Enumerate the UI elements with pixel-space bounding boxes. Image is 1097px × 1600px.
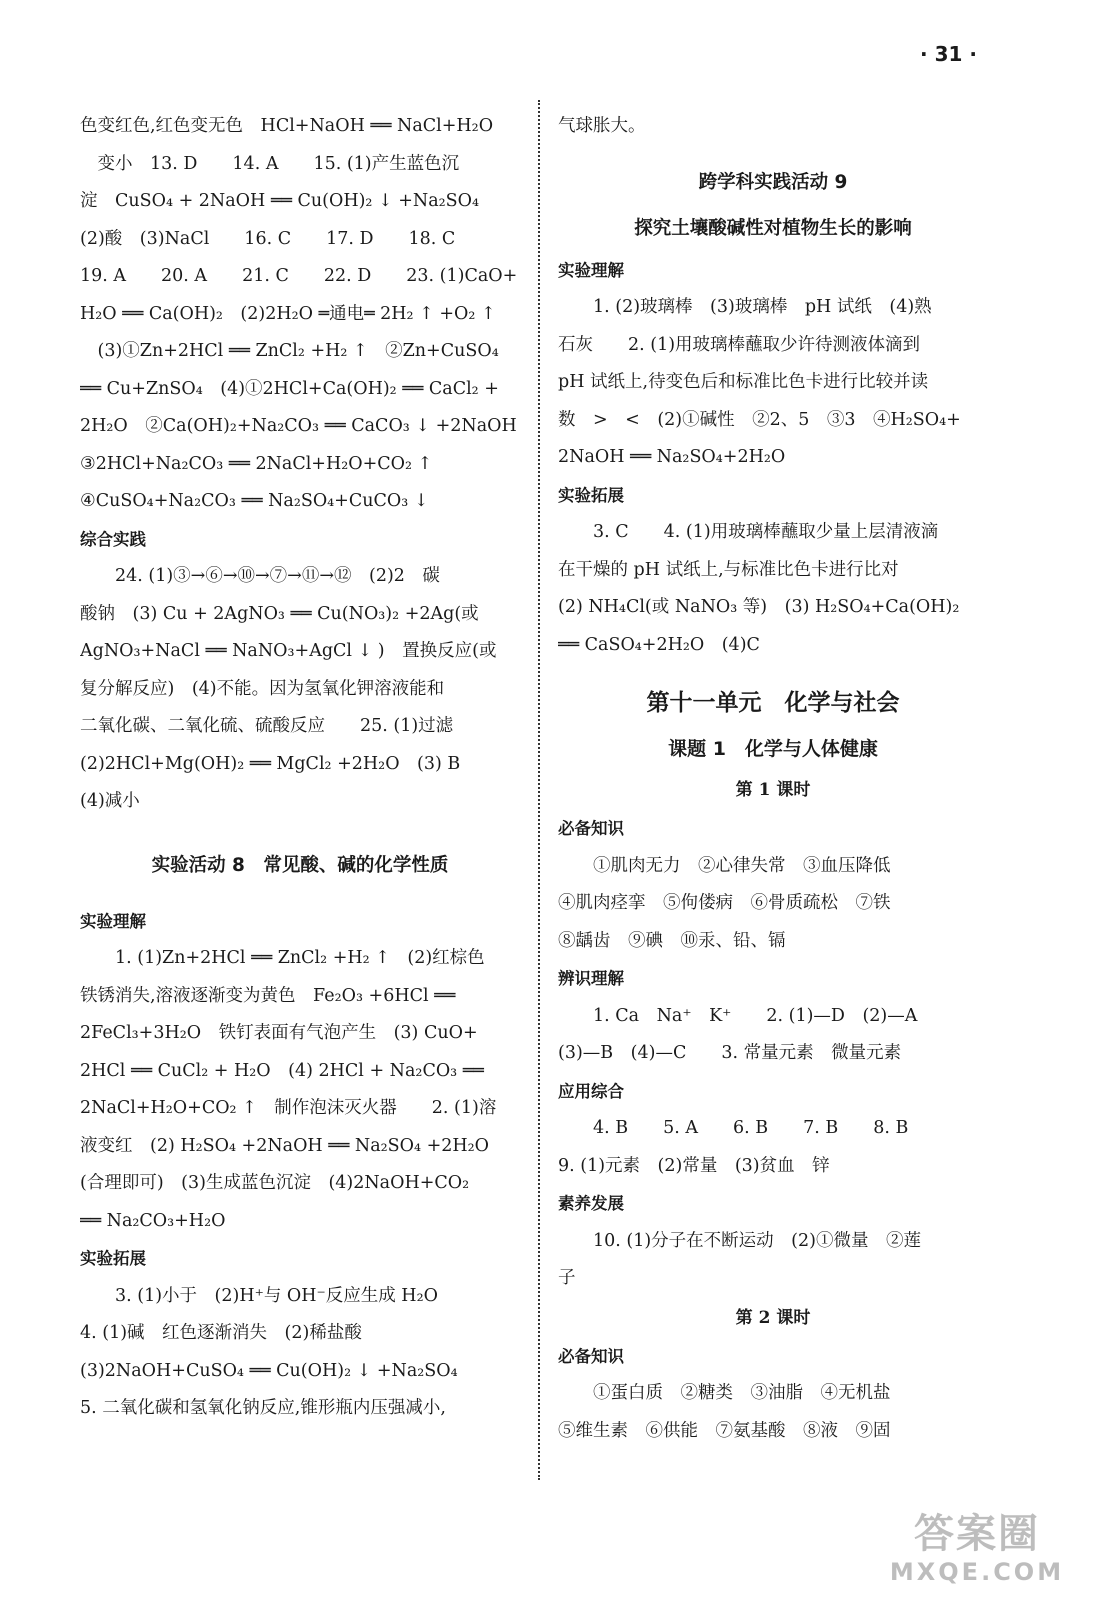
answer-line: 子 xyxy=(558,1268,576,1288)
answer-line: 数 > < (2)①碱性 ②2、5 ③3 ④H₂SO₄+ xyxy=(558,409,961,430)
answer-line: (4)减小 xyxy=(80,791,140,811)
answer-line: ④CuSO₄+Na₂CO₃ ══ Na₂SO₄+CuCO₃ ↓ xyxy=(80,491,429,511)
answer-line: (3)—B (4)—C 3. 常量元素 微量元素 xyxy=(558,1043,902,1063)
section-heading: 实验理解 xyxy=(80,911,146,931)
answer-line: 在干燥的 pH 试纸上,与标准比色卡进行比对 xyxy=(558,559,899,580)
answer-line: 复分解反应) (4)不能。因为氢氧化钾溶液能和 xyxy=(80,678,445,699)
answer-line: ══ Cu+ZnSO₄ (4)①2HCl+Ca(OH)₂ ══ CaCl₂ + xyxy=(80,378,499,399)
answer-line: 24. (1)③→⑥→⑩→⑦→⑪→⑫ (2)2 碳 xyxy=(80,566,440,586)
answer-line: 2HCl ══ CuCl₂ + H₂O (4) 2HCl + Na₂CO₃ ══ xyxy=(80,1060,484,1081)
answer-line: pH 试纸上,待变色后和标准比色卡进行比较并读 xyxy=(558,372,929,392)
watermark-logo xyxy=(877,1510,1077,1590)
answer-line: 液变红 (2) H₂SO₄ +2NaOH ══ Na₂SO₄ +2H₂O xyxy=(80,1135,489,1156)
answer-line: ══ CaSO₄+2H₂O (4)C xyxy=(558,634,760,655)
answer-line: 1. Ca Na⁺ K⁺ 2. (1)—D (2)—A xyxy=(558,1005,918,1026)
answer-line: (3)①Zn+2HCl ══ ZnCl₂ +H₂ ↑ ②Zn+CuSO₄ xyxy=(80,341,499,361)
answer-line: H₂O ══ Ca(OH)₂ (2)2H₂O ═通电═ 2H₂ ↑ +O₂ ↑ xyxy=(80,303,496,324)
answer-line: 变小 13. D 14. A 15. (1)产生蓝色沉 xyxy=(80,153,460,174)
answer-line: ══ Na₂CO₃+H₂O xyxy=(80,1210,226,1231)
answer-line: 19. A 20. A 21. C 22. D 23. (1)CaO+ xyxy=(80,266,518,286)
answer-line: (合理即可) (3)生成蓝色沉淀 (4)2NaOH+CO₂ xyxy=(80,1173,470,1193)
answer-line: 2NaCl+H₂O+CO₂ ↑ 制作泡沫灭火器 2. (1)溶 xyxy=(80,1098,497,1118)
answer-line: 2NaOH ══ Na₂SO₄+2H₂O xyxy=(558,447,786,467)
activity-title: 实验活动 8 常见酸、碱的化学性质 xyxy=(151,854,449,876)
answer-line: ①蛋白质 ②糖类 ③油脂 ④无机盐 xyxy=(558,1383,891,1403)
answer-line: 色变红色,红色变无色 HCl+NaOH ══ NaCl+H₂O xyxy=(80,116,494,136)
answer-line: 3. (1)小于 (2)H⁺与 OH⁻反应生成 H₂O xyxy=(80,1285,438,1306)
activity-title: 跨学科实践活动 9 xyxy=(698,171,848,193)
answer-line: 1. (2)玻璃棒 (3)玻璃棒 pH 试纸 (4)熟 xyxy=(558,297,932,317)
right-column xyxy=(558,108,988,1450)
answer-line: 石灰 2. (1)用玻璃棒蘸取少许待测液体滴到 xyxy=(558,334,921,355)
answer-line: 4. (1)碱 红色逐渐消失 (2)稀盐酸 xyxy=(80,1323,362,1343)
answer-line: 3. C 4. (1)用玻璃棒蘸取少量上层清液滴 xyxy=(558,522,939,542)
answer-line: AgNO₃+NaCl ══ NaNO₃+AgCl ↓ ) 置换反应(或 xyxy=(80,641,497,661)
answer-line: 铁锈消失,溶液逐渐变为黄色 Fe₂O₃ +6HCl ══ xyxy=(80,985,456,1006)
answer-line: ⑤维生素 ⑥供能 ⑦氨基酸 ⑧液 ⑨固 xyxy=(558,1420,891,1441)
answer-line: ④肌肉痉挛 ⑤佝偻病 ⑥骨质疏松 ⑦铁 xyxy=(558,893,891,913)
answer-line: 酸钠 (3) Cu + 2AgNO₃ ══ Cu(NO₃)₂ +2Ag(或 xyxy=(80,603,479,624)
answer-line: 4. B 5. A 6. B 7. B 8. B xyxy=(558,1118,909,1138)
activity-subtitle: 探究土壤酸碱性对植物生长的影响 xyxy=(634,217,912,239)
period-title: 第 2 课时 xyxy=(735,1307,811,1328)
section-heading: 综合实践 xyxy=(80,529,146,549)
section-heading: 实验拓展 xyxy=(80,1249,146,1268)
section-heading: 实验理解 xyxy=(558,260,624,280)
section-heading: 应用综合 xyxy=(558,1081,624,1101)
watermark-url: MXQE.COM xyxy=(889,1558,1065,1586)
lesson-title: 课题 1 化学与人体健康 xyxy=(668,738,878,760)
answer-line: 2FeCl₃+3H₂O 铁钉表面有气泡产生 (3) CuO+ xyxy=(80,1023,478,1043)
answer-line: (3)2NaOH+CuSO₄ ══ Cu(OH)₂ ↓ +Na₂SO₄ xyxy=(80,1360,458,1381)
answer-line: ③2HCl+Na₂CO₃ ══ 2NaCl+H₂O+CO₂ ↑ xyxy=(80,453,433,474)
page-number: · 31 · xyxy=(920,42,977,66)
watermark-text: 答案圈 xyxy=(914,1511,1040,1557)
section-heading: 素养发展 xyxy=(558,1194,624,1213)
left-column xyxy=(80,108,520,1428)
answer-line: (2) NH₄Cl(或 NaNO₃ 等) (3) H₂SO₄+Ca(OH)₂ xyxy=(558,597,960,617)
answer-line: 10. (1)分子在不断运动 (2)①微量 ②莲 xyxy=(558,1230,921,1251)
answer-line: 气球胀大。 xyxy=(558,116,646,136)
answer-line: (2)2HCl+Mg(OH)₂ ══ MgCl₂ +2H₂O (3) B xyxy=(80,753,461,774)
answer-line: ①肌肉无力 ②心律失常 ③血压降低 xyxy=(558,855,891,876)
answer-line: (2)酸 (3)NaCl 16. C 17. D 18. C xyxy=(80,228,456,249)
answer-line: ⑧龋齿 ⑨碘 ⑩汞、铅、镉 xyxy=(558,930,786,951)
answer-line: 1. (1)Zn+2HCl ══ ZnCl₂ +H₂ ↑ (2)红棕色 xyxy=(80,948,485,968)
period-title: 第 1 课时 xyxy=(735,780,811,800)
section-heading: 必备知识 xyxy=(558,1346,624,1366)
answer-line: 5. 二氧化碳和氢氧化钠反应,锥形瓶内压强减小, xyxy=(80,1398,446,1418)
answer-line: 9. (1)元素 (2)常量 (3)贫血 锌 xyxy=(558,1155,830,1176)
section-heading: 实验拓展 xyxy=(558,485,624,505)
answer-line: 2H₂O ②Ca(OH)₂+Na₂CO₃ ══ CaCO₃ ↓ +2NaOH xyxy=(80,416,517,436)
section-heading: 辨识理解 xyxy=(558,969,624,988)
answer-line: 二氧化碳、二氧化硫、硫酸反应 25. (1)过滤 xyxy=(80,716,454,736)
answer-line: 淀 CuSO₄ + 2NaOH ══ Cu(OH)₂ ↓ +Na₂SO₄ xyxy=(80,191,479,211)
column-divider xyxy=(538,100,540,1480)
unit-title: 第十一单元 化学与社会 xyxy=(646,690,900,716)
section-heading: 必备知识 xyxy=(558,819,624,838)
